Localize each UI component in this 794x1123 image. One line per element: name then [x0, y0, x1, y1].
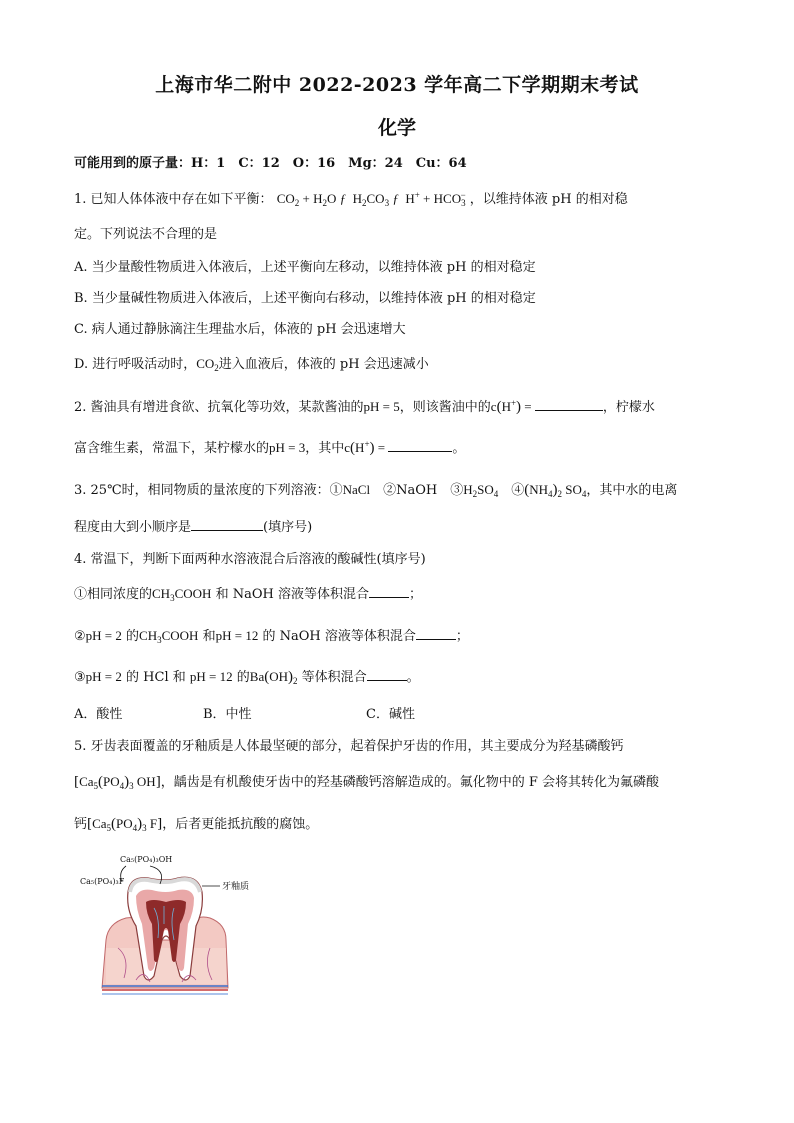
ch3cooh-formula-2: $CH_3COOH$ [139, 628, 199, 645]
q1-option-b: B. 当少量碱性物质进入体液后，上述平衡向右移动，以维持体液 pH 的相对稳定 [74, 291, 536, 306]
q4-option-b: B．中性 [203, 707, 252, 722]
nh4-2-so4-formula: $(NH_4)_2$ $SO_4$ [524, 482, 587, 499]
q2-blank-1[interactable] [535, 399, 603, 411]
q1-option-a: A. 当少量酸性物质进入体液后，上述平衡向左移动，以维持体液 pH 的相对稳定 [74, 260, 536, 275]
atomic-mass-line: 可能用到的原子量：H：1 C：12 O：16 Mg：24 Cu：64 [74, 156, 467, 171]
co2-formula: $CO_2$ [196, 356, 219, 373]
label-hydroxyapatite: Ca₅(PO₄)₃OH [120, 855, 173, 864]
q1-stem [74, 188, 628, 207]
q4-stem: 4. 常温下，判断下面两种水溶液混合后溶液的酸碱性(填序号) [74, 552, 426, 567]
q2-line2: 富含维生素，常温下，某柠檬水的pH = 3，其中c(H+) = 。 [74, 439, 466, 456]
baoh2-formula: $Ba(OH)_2$ [249, 669, 298, 686]
q3-line2: 程度由大到小顺序是 (填序号) [74, 520, 313, 535]
q5-line2: [$Ca_5(PO_4)_3$ OH]，龋齿是有机酸使牙齿中的羟基磷酸钙溶解造成的。氟化物中的 F 会将其转化为氟磷酸 [74, 774, 660, 791]
q4-item-3: ③pH = 2 的 HCl 和 pH = 12 的$Ba(OH)_2$ 等体积混合 。 [74, 669, 420, 686]
ph-2: pH = 2 [85, 628, 122, 643]
q5-line1: 5. 牙齿表面覆盖的牙釉质是人体最坚硬的部分，起着保护牙齿的作用，其主要成分为羟基磷酸钙 [74, 739, 624, 754]
fluorapatite-formula: $Ca_5(PO_4)_3$ F [92, 816, 158, 833]
q5-line3: 钙[$Ca_5(PO_4)_3$ F]，后者更能抵抗酸的腐蚀。 [74, 816, 319, 833]
q4-blank-1[interactable] [369, 586, 409, 598]
q2-line1: 2. 酱油具有增进食欲、抗氧化等功效，某款酱油的pH = 5，则该酱油中的c(H+) = ，柠檬水 [74, 398, 655, 415]
q1-intro: 1. 已知人体体液中存在如下平衡： [74, 192, 273, 207]
q4-option-c: C．碱性 [366, 707, 415, 722]
q1-stem-line2: 定。下列说法不合理的是 [74, 227, 218, 242]
q4-option-a: A．酸性 [74, 707, 123, 722]
q2-c-hplus-2: c(H+) = [344, 439, 389, 456]
subject-title: 化学 [377, 117, 416, 139]
q1-option-d: D. 进行呼吸活动时，$CO_2$进入血液后，体液的 pH 会迅速减小 [74, 356, 429, 373]
q4-item-1: ①相同浓度的$CH_3COOH$ 和 NaOH 溶液等体积混合 ； [74, 586, 422, 603]
q2-ph-value: pH = 5 [363, 399, 400, 414]
tooth-diagram [78, 848, 278, 998]
ph-12-b: pH = 12 [189, 669, 233, 684]
hydroxyapatite-formula: $Ca_5(PO_4)_3$ OH [79, 774, 156, 791]
page-title: 上海市华二附中 2022-2023 学年高二下学期期末考试 [155, 74, 639, 96]
q2-lemon-ph: pH = 3 [269, 440, 306, 455]
ph-2-b: pH = 2 [85, 669, 122, 684]
q3-blank[interactable] [191, 519, 263, 531]
q2-c-hplus: c(H+) = [490, 398, 535, 415]
q1-option-c: C. 病人通过静脉滴注生理盐水后，体液的 pH 会迅速增大 [74, 322, 406, 337]
nacl-formula: NaCl [342, 482, 371, 497]
q1-tail: ，以维持体液 pH 的相对稳 [469, 192, 628, 207]
label-enamel: 牙釉质 [222, 882, 250, 892]
q4-blank-3[interactable] [367, 669, 407, 681]
ph-12: pH = 12 [215, 628, 259, 643]
h2so4-formula: $H_2SO_4$ [463, 482, 499, 499]
q2-blank-2[interactable] [388, 440, 452, 452]
q4-blank-2[interactable] [416, 628, 456, 640]
q4-item-2: ②pH = 2 的$CH_3COOH$ 和pH = 12 的 NaOH 溶液等体积混合 ； [74, 628, 469, 645]
ch3cooh-formula: $CH_3COOH$ [152, 586, 212, 603]
q3-line1: 3. 25℃时，相同物质的量浓度的下列溶液：①NaCl ②NaOH $③H_2SO_4$ $④(NH_4)_2$ $SO_4$，其中水的电离 [74, 482, 678, 499]
q1-equilibrium-equation: $CO_2 + H_2O$ ƒ $H_2CO_3$ ƒ $H^+ + HCO_3^-$ [276, 190, 466, 208]
label-fluorapatite: Ca₅(PO₄)₃F [80, 877, 125, 886]
